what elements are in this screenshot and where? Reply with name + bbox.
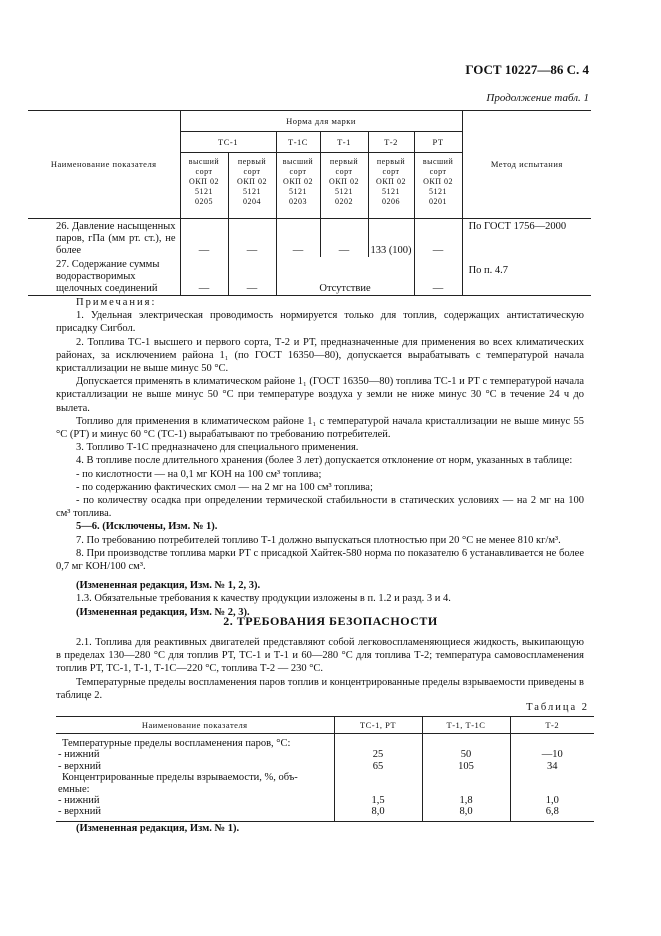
note: Топливо для применения в климатическом районе 1₁ с температурой начала кристаллизации не выше минус 55 °С (РТ) и минус 60 °С (ТС-1) вырабатывают по требованию потребителей.: [56, 415, 584, 441]
table-row: [56, 772, 594, 783]
brand-rt: РТ: [414, 132, 462, 153]
grade-cell: первый сорт ОКП 02 5121 0202: [320, 153, 368, 219]
t2-cell: —10: [510, 749, 594, 760]
t2-cell: 8,0: [334, 806, 422, 821]
grade-cell: высший сорт ОКП 02 5121 0203: [276, 153, 320, 219]
t2-group-label: Концентрированные пределы взрываемости, %, объ-: [62, 772, 298, 784]
note: 5—6. (Исключены, Изм. № 1).: [76, 521, 218, 533]
t2-group-label: Температурные пределы воспламенения паров, °С:: [62, 738, 291, 749]
t2-group-label: емные:: [58, 783, 90, 795]
notes-heading: Примечания:: [76, 297, 157, 308]
row26-value: —: [228, 219, 276, 258]
grade-cell: высший сорт ОКП 02 5121 0201: [414, 153, 462, 219]
brand-ts1: ТС-1: [180, 132, 276, 153]
row27-name: 27. Содержание суммы водорастворимых щелочных соединений: [28, 257, 180, 296]
t2-header: Т-2: [510, 717, 594, 734]
t2-cell: - верхний: [56, 806, 334, 821]
note: - по количеству осадка при определении термической стабильности в статических условиях — на 2 мг на 100 см³ топлива.: [56, 495, 584, 520]
note: 4. В топливе после длительного хранения (более 3 лет) допускается отклонение от норм, указанных в таблице:: [76, 455, 573, 467]
table-1: [28, 110, 591, 296]
grade-cell: высший сорт ОКП 02 5121 0205: [180, 153, 228, 219]
notes-block: [56, 296, 584, 619]
row26-name: 26. Давление насыщенных паров, гПа (мм рт. ст.), не более: [28, 219, 180, 258]
paragraph-1-3: 1.3. Обязательные требования к качеству продукции изложены в п. 1.2 и разд. 3 и 4.: [76, 593, 451, 605]
note: 7. По требованию потребителей топливо Т-1 должно выпускаться плотностью при 20 °С не менее 810 кг/м³.: [76, 534, 561, 546]
col-norm-header: Норма для марки: [180, 111, 462, 132]
t2-header: ТС-1, РТ: [334, 717, 422, 734]
row26-method: По ГОСТ 1756—2000: [462, 219, 591, 258]
t2-cell: 34: [510, 761, 594, 772]
note: - по содержанию фактических смол — на 2 мг на 100 см³ топлива;: [76, 481, 373, 493]
table-row: [56, 749, 594, 760]
note: - по кислотности — на 0,1 мг КОН на 100 см³ топлива;: [76, 468, 322, 480]
table-2-label: Таблица 2: [526, 702, 589, 713]
row27-value: —: [180, 257, 228, 296]
continuation-label: Продолжение табл. 1: [486, 92, 589, 104]
row26-value: —: [320, 219, 368, 258]
note: 8. При производстве топлива марки РТ с присадкой Хайтек-580 норма по показателю 6 устанавливается не более 0,7 мг КОН/100 см³.: [56, 547, 584, 573]
t2-cell: 65: [334, 761, 422, 772]
note: 2. Топлива ТС-1 высшего и первого сорта, Т-2 и РТ, предназначенные для применения во всех климатических районах, за исключением района 1₁ (по ГОСТ 16350—80), допускается вырабатывать с температурой начала кристаллизации не выше минус 50 °С.: [56, 336, 584, 375]
t2-cell: 1,8: [422, 795, 510, 806]
table-row: [56, 734, 594, 750]
edit-note: (Измененная редакция, Изм. № 1).: [76, 823, 240, 834]
section-2-body: [56, 636, 584, 702]
row27-value: —: [414, 257, 462, 296]
brand-t1s: Т-1С: [276, 132, 320, 153]
table-row: [56, 795, 594, 806]
page-header: ГОСТ 10227—86 С. 4: [465, 62, 589, 77]
edit-note: (Измененная редакция, Изм. № 1, 2, 3).: [76, 580, 261, 592]
grade-cell: первый сорт ОКП 02 5121 0206: [368, 153, 414, 219]
t2-cell: 1,5: [334, 795, 422, 806]
row27-span: Отсутствие: [276, 257, 414, 296]
table-row: [56, 761, 594, 772]
note: 1. Удельная электрическая проводимость нормируется только для топлив, содержащих антистатическую присадку Сигбол.: [56, 310, 584, 335]
row26-value: —: [276, 219, 320, 258]
t2-cell: 25: [334, 749, 422, 760]
t2-header: Т-1, Т-1С: [422, 717, 510, 734]
note: Допускается применять в климатическом районе 1₁ (ГОСТ 16350—80) топлива ТС-1 и РТ с температурой начала кристаллизации не выше минус 50 °С при температуре воздуха у земли не ниже минус 30 °С в течение 24 ч до вылета.: [56, 376, 584, 414]
row26-value: 133 (100): [368, 219, 414, 258]
row26-value: —: [180, 219, 228, 258]
col-method-header: Метод испытания: [462, 111, 591, 219]
t2-cell: 6,8: [510, 806, 594, 821]
t2-cell: - верхний: [58, 760, 102, 772]
table-2: [56, 716, 594, 822]
brand-t1: Т-1: [320, 132, 368, 153]
grade-cell: первый сорт ОКП 02 5121 0204: [228, 153, 276, 219]
table-row: [56, 806, 594, 821]
t2-cell: - нижний: [58, 749, 100, 761]
note: 3. Топливо Т-1С предназначено для специального применения.: [76, 442, 359, 454]
col-name-header: Наименование показателя: [28, 111, 180, 219]
t2-cell: 8,0: [422, 806, 510, 821]
row27-value: —: [228, 257, 276, 296]
paragraph-2-2: Температурные пределы воспламенения паров топлив и концентрированные пределы взрываемости приведены в таблице 2.: [56, 676, 584, 701]
paragraph-2-1: 2.1. Топлива для реактивных двигателей представляют собой легковоспламеняющиеся жидкость, выкипающую в пределах 130—280 °С для топлив РТ, ТС-1 и Т-1 и 60—280 °С для топлива Т-2; температура самовоспламенения топлив РТ, ТС-1, Т-1, Т-1С—220 °С, топлива Т-2 — 230 °С.: [56, 637, 584, 675]
brand-t2: Т-2: [368, 132, 414, 153]
t2-cell: - нижний: [58, 795, 100, 807]
table-row: [28, 219, 591, 258]
t2-header: Наименование показателя: [56, 717, 334, 734]
row27-method: По п. 4.7: [462, 257, 591, 296]
section-title: 2. ТРЕБОВАНИЯ БЕЗОПАСНОСТИ: [223, 614, 438, 628]
edit-note: (Измененная редакция, Изм. № 2, 3).: [76, 606, 250, 618]
row26-value: —: [414, 219, 462, 258]
t2-cell: 1,0: [510, 795, 594, 806]
table-row: [56, 784, 594, 795]
t2-cell: 50: [422, 749, 510, 760]
table-row: [28, 257, 591, 296]
t2-cell: 105: [422, 761, 510, 772]
